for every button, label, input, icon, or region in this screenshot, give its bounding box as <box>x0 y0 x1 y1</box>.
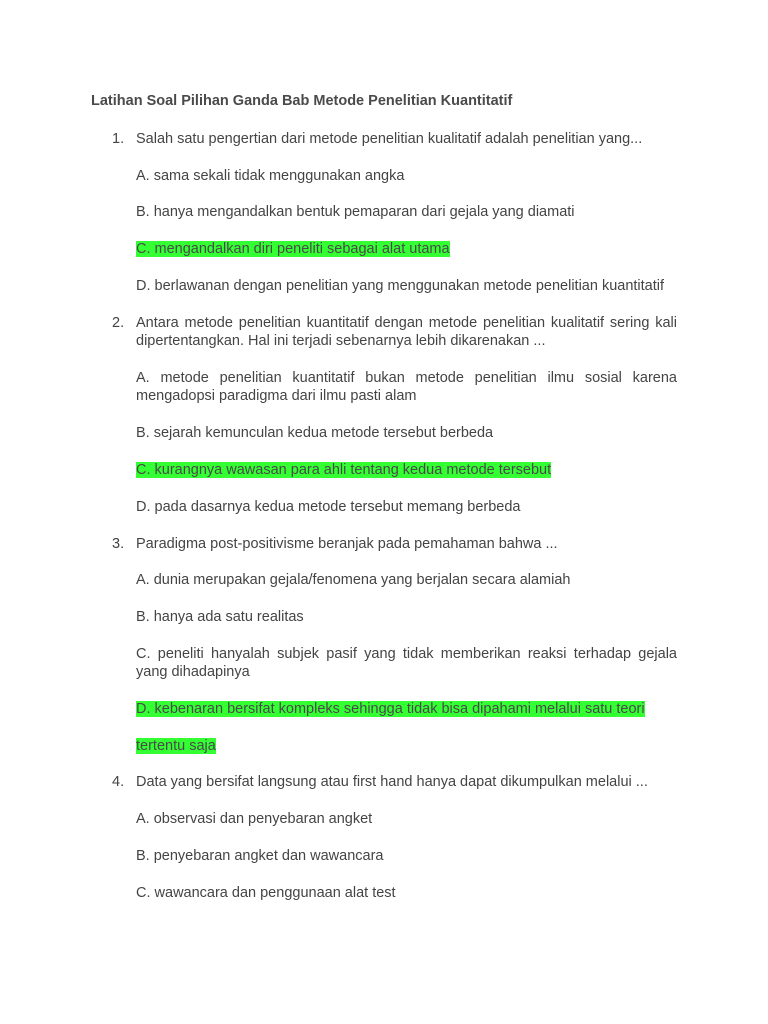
question-2-option-a: A. metode penelitian kuantitatif bukan metode penelitian ilmu sosial karena mengadopsi paradigma dari ilmu pasti alam <box>136 370 677 404</box>
question-1-text: Salah satu pengertian dari metode penelitian kualitatif adalah penelitian yang... <box>136 131 643 147</box>
question-1-number: 1. <box>112 131 125 147</box>
question-2-text: Antara metode penelitian kuantitatif dengan metode penelitian kualitatif sering kali dipertentangkan. Hal ini terjadi sebenarnya lebih dikarenakan ... <box>136 315 677 349</box>
question-4-number: 4. <box>112 774 125 790</box>
question-1-answer-highlight: C. mengandalkan diri peneliti sebagai alat utama <box>136 241 450 257</box>
question-3-text: Paradigma post-positivisme beranjak pada pemahaman bahwa ... <box>136 536 558 552</box>
question-2-option-d: D. pada dasarnya kedua metode tersebut memang berbeda <box>136 499 521 515</box>
question-4-option-b: B. penyebaran angket dan wawancara <box>136 848 384 864</box>
question-3-option-a: A. dunia merupakan gejala/fenomena yang berjalan secara alamiah <box>136 572 571 588</box>
question-3-option-b: B. hanya ada satu realitas <box>136 609 304 625</box>
question-3-option-d <box>136 700 645 718</box>
question-3-number: 3. <box>112 536 125 552</box>
question-3-answer-highlight: D. kebenaran bersifat kompleks sehingga tidak bisa dipahami melalui satu teori <box>136 701 645 717</box>
question-4-option-c: C. wawancara dan penggunaan alat test <box>136 885 396 901</box>
question-1-option-a: A. sama sekali tidak menggunakan angka <box>136 168 405 184</box>
question-1-option-b: B. hanya mengandalkan bentuk pemaparan dari gejala yang diamati <box>136 204 575 220</box>
question-2-option-c <box>136 461 551 479</box>
question-4-text: Data yang bersifat langsung atau first hand hanya dapat dikumpulkan melalui ... <box>136 774 648 790</box>
question-3-option-c: C. peneliti hanyalah subjek pasif yang tidak memberikan reaksi terhadap gejala yang dihadapinya <box>136 646 677 680</box>
question-3-option-d-continued <box>136 737 216 755</box>
question-1-option-d: D. berlawanan dengan penelitian yang menggunakan metode penelitian kuantitatif <box>136 278 665 294</box>
document-title: Latihan Soal Pilihan Ganda Bab Metode Penelitian Kuantitatif <box>91 93 513 109</box>
question-2-answer-highlight: C. kurangnya wawasan para ahli tentang kedua metode tersebut <box>136 462 552 478</box>
question-4-option-a: A. observasi dan penyebaran angket <box>136 811 373 827</box>
question-1-option-c <box>136 240 450 258</box>
question-2-option-b: B. sejarah kemunculan kedua metode tersebut berbeda <box>136 425 494 441</box>
question-3-answer-highlight-continued: tertentu saja <box>136 738 216 754</box>
question-2-number: 2. <box>112 315 125 331</box>
